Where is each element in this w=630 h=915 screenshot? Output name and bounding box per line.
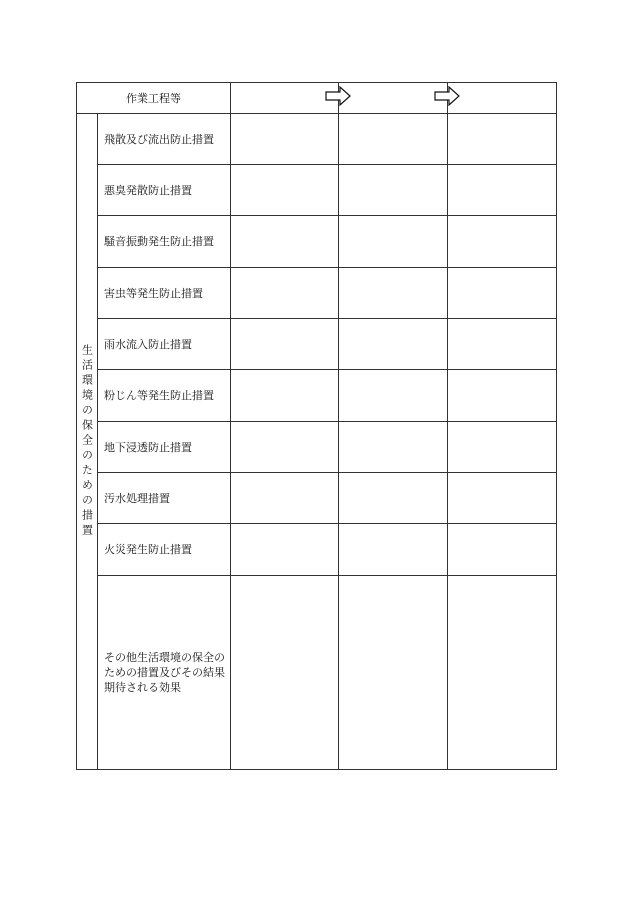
row-label: 騒音振動発生防止措置 <box>98 216 231 268</box>
input-cell[interactable] <box>339 422 448 473</box>
input-cell[interactable] <box>448 268 557 319</box>
input-cell[interactable] <box>231 319 339 370</box>
row-label: 汚水処理措置 <box>98 473 231 524</box>
table-row <box>77 576 557 770</box>
row-label: 害虫等発生防止措置 <box>98 268 231 319</box>
input-cell[interactable] <box>448 370 557 422</box>
measures-table <box>76 82 557 770</box>
input-cell[interactable] <box>231 165 339 216</box>
input-cell[interactable] <box>231 216 339 268</box>
input-cell[interactable] <box>231 576 339 770</box>
input-cell[interactable] <box>339 216 448 268</box>
input-cell[interactable] <box>448 165 557 216</box>
row-label: 地下浸透防止措置 <box>98 422 231 473</box>
input-cell[interactable] <box>339 473 448 524</box>
input-cell[interactable] <box>231 114 339 165</box>
table-row <box>77 370 557 422</box>
input-cell[interactable] <box>448 422 557 473</box>
input-cell[interactable] <box>339 114 448 165</box>
table-row <box>77 114 557 165</box>
row-label: 雨水流入防止措置 <box>98 319 231 370</box>
process-cell-3[interactable] <box>448 83 557 114</box>
row-label: 火災発生防止措置 <box>98 524 231 576</box>
table-row <box>77 216 557 268</box>
table-row <box>77 524 557 576</box>
process-cell-1[interactable] <box>231 83 339 114</box>
input-cell[interactable] <box>339 319 448 370</box>
input-cell[interactable] <box>231 268 339 319</box>
input-cell[interactable] <box>339 524 448 576</box>
input-cell[interactable] <box>231 370 339 422</box>
process-label: 作業工程等 <box>77 83 231 114</box>
row-label-other-text: その他生活環境の保全のための措置及びその結果期待される効果 <box>104 651 225 694</box>
process-cell-2[interactable] <box>339 83 448 114</box>
right-arrow-icon <box>325 86 351 106</box>
input-cell[interactable] <box>231 524 339 576</box>
input-cell[interactable] <box>339 370 448 422</box>
input-cell[interactable] <box>448 524 557 576</box>
input-cell[interactable] <box>231 473 339 524</box>
row-label: 悪臭発散防止措置 <box>98 165 231 216</box>
input-cell[interactable] <box>448 473 557 524</box>
row-label: 粉じん等発生防止措置 <box>98 370 231 422</box>
table-row <box>77 165 557 216</box>
section-vertical-label: 生活環境の保全のための措置 <box>77 114 98 770</box>
input-cell[interactable] <box>448 319 557 370</box>
input-cell[interactable] <box>339 576 448 770</box>
row-label: 飛散及び流出防止措置 <box>98 114 231 165</box>
right-arrow-icon <box>434 86 460 106</box>
input-cell[interactable] <box>339 165 448 216</box>
table-row <box>77 268 557 319</box>
header-row <box>77 83 557 114</box>
table-row <box>77 473 557 524</box>
input-cell[interactable] <box>339 268 448 319</box>
input-cell[interactable] <box>448 114 557 165</box>
input-cell[interactable] <box>448 576 557 770</box>
table-row <box>77 319 557 370</box>
input-cell[interactable] <box>231 422 339 473</box>
row-label-other <box>98 576 231 770</box>
input-cell[interactable] <box>448 216 557 268</box>
table-row <box>77 422 557 473</box>
